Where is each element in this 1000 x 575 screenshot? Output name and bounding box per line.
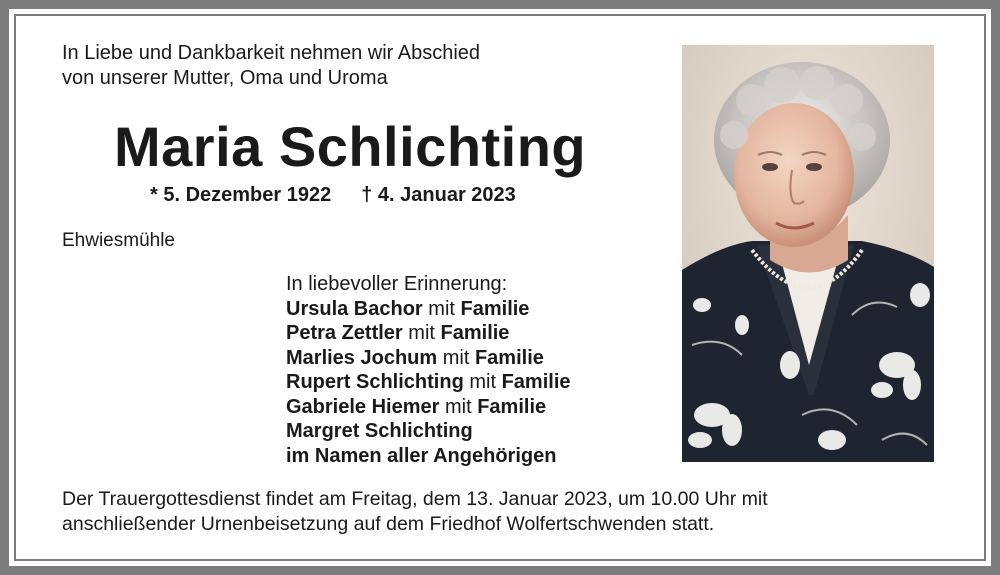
mourners-closing: im Namen aller Angehörigen (286, 444, 557, 467)
mourner-with: mit (428, 297, 455, 320)
mourner-family: Familie (460, 297, 530, 320)
life-dates (150, 182, 516, 208)
mourner-with: mit (408, 322, 435, 344)
intro-line-1: In Liebe und Dankbarkeit nehmen wir Abschied (62, 42, 481, 64)
list-item (286, 395, 571, 420)
mourner-with: mit (444, 395, 472, 418)
face (734, 103, 854, 247)
deceased-name: Maria Schlichting (114, 115, 587, 178)
intro-text (62, 41, 480, 91)
mourner-family: Familie (501, 371, 571, 393)
portrait-illustration (682, 45, 934, 462)
list-item (286, 346, 571, 371)
list-item (286, 419, 571, 444)
mourners-list (286, 272, 571, 468)
service-line-2: anschließender Urnenbeisetzung auf dem Friedhof Wolfertschwenden statt. (62, 513, 715, 535)
mourner-name: Margret Schlichting (286, 420, 473, 442)
mourner-with: mit (469, 371, 497, 393)
mourner-name: Marlies Jochum (286, 346, 438, 369)
mourner-name: Gabriele Hiemer (286, 395, 440, 418)
birth-date: * 5. Dezember 1922 (150, 184, 332, 206)
death-date: † 4. Januar 2023 (361, 184, 516, 206)
service-line-1: Der Trauergottesdienst findet am Freitag, dem 13. Januar 2023, um 10.00 Uhr mit (62, 488, 768, 510)
mourner-family: Familie (474, 346, 544, 369)
list-item (286, 297, 571, 322)
list-item (286, 444, 571, 469)
portrait-photo (682, 45, 934, 462)
mourner-name: Petra Zettler (286, 322, 403, 344)
list-item (286, 370, 571, 395)
place-of-residence: Ehwiesmühle (62, 230, 175, 251)
mourner-name: Ursula Bachor (286, 297, 423, 320)
mourner-family: Familie (440, 322, 510, 344)
service-announcement (62, 487, 942, 537)
list-item (286, 321, 571, 346)
mourner-family: Familie (477, 395, 547, 418)
mourner-name: Rupert Schlichting (286, 371, 464, 393)
mourner-with: mit (442, 346, 470, 369)
mourners-heading: In liebevoller Erinnerung: (286, 273, 508, 295)
intro-line-2: von unserer Mutter, Oma und Uroma (62, 67, 388, 89)
